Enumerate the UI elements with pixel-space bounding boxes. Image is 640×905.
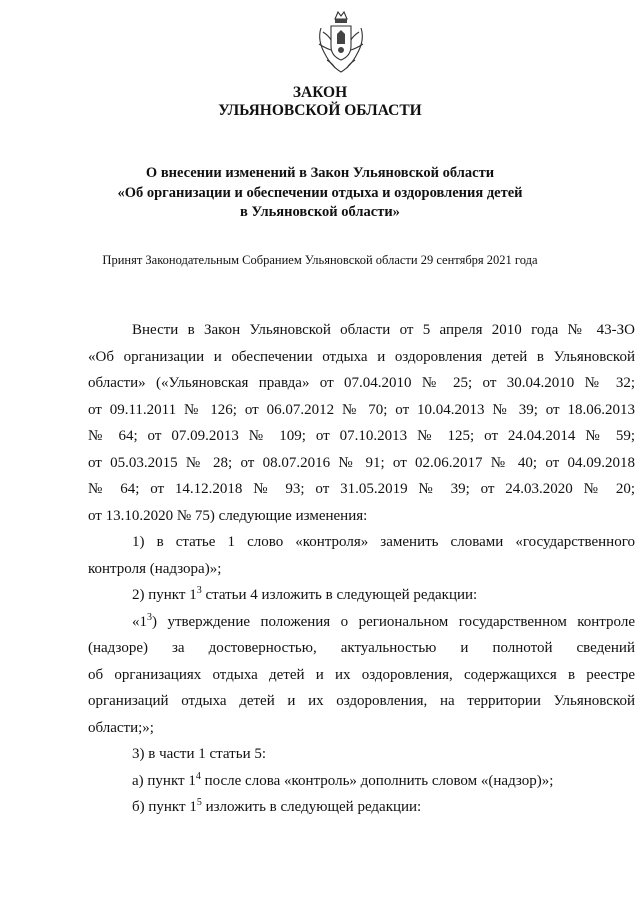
body-line: Внести в Закон Ульяновской области от 5 апреля 2010 года № 43-ЗО bbox=[132, 322, 635, 338]
adoption-note: Принят Законодательным Собранием Ульяновской области 29 сентября 2021 года bbox=[102, 253, 538, 267]
body-line bbox=[88, 770, 635, 797]
body-line bbox=[88, 611, 635, 638]
body-line: (надзоре) за достоверностью, актуальностью и полнотой сведений bbox=[88, 640, 635, 656]
line-text: после слова «контроль» дополнить словом «(надзор)»; bbox=[200, 772, 554, 789]
body-line: № 64; от 07.09.2013 № 109; от 07.10.2013 № 125; от 24.04.2014 № 59; bbox=[88, 428, 635, 444]
body-line: области;»; bbox=[88, 719, 154, 736]
line-text: статьи 4 изложить в следующей редакции: bbox=[201, 587, 478, 603]
body-line: организаций отдыха детей и их оздоровления, на территории Ульяновской bbox=[88, 693, 635, 709]
subtitle-line: О внесении изменений в Закон Ульяновской области bbox=[145, 165, 495, 181]
body-line: контроля (надзора)»; bbox=[88, 560, 222, 577]
body-line: от 09.11.2011 № 126; от 06.07.2012 № 70; от 10.04.2013 № 39; от 18.06.2013 bbox=[88, 401, 635, 418]
superscript: 4 bbox=[195, 770, 201, 782]
body-line: от 13.10.2020 № 75) следующие изменения: bbox=[88, 507, 368, 524]
superscript: 3 bbox=[196, 585, 202, 596]
body-line bbox=[88, 796, 635, 823]
law-word: ЗАКОН bbox=[292, 84, 348, 101]
law-title bbox=[0, 84, 640, 120]
line-text: 2) пункт 1 bbox=[132, 587, 197, 603]
superscript: 5 bbox=[196, 797, 202, 808]
law-subtitle bbox=[0, 164, 640, 223]
line-text: а) пункт 1 bbox=[132, 772, 196, 789]
body-line: «Об организации и обеспечении отдыха и оздоровления детей в Ульяновской bbox=[88, 348, 635, 365]
region-name: УЛЬЯНОВСКОЙ ОБЛАСТИ bbox=[218, 102, 422, 119]
body-line: 3) в части 1 статьи 5: bbox=[132, 746, 267, 762]
body-line: 1) в статье 1 слово «контроля» заменить словами «государственного bbox=[132, 534, 635, 550]
body-line bbox=[88, 584, 635, 611]
superscript: 3 bbox=[147, 611, 152, 623]
coat-of-arms-emblem bbox=[313, 10, 369, 76]
law-body bbox=[88, 319, 635, 823]
line-text: изложить в следующей редакции: bbox=[201, 799, 422, 815]
body-line: № 64; от 14.12.2018 № 93; от 31.05.2019 № 39; от 24.03.2020 № 20; bbox=[88, 481, 635, 497]
subtitle-line: «Об организации и обеспечении отдыха и оздоровления детей bbox=[117, 184, 523, 201]
line-text: б) пункт 1 bbox=[132, 799, 197, 815]
line-text: «1 bbox=[132, 613, 147, 630]
body-line: об организациях отдыха детей и их оздоровления, содержащихся в реестре bbox=[88, 666, 635, 683]
subtitle-line: в Ульяновской области» bbox=[240, 204, 400, 220]
line-text: ) утверждение положения о региональном государственном контроле bbox=[152, 613, 635, 630]
body-line: от 05.03.2015 № 28; от 08.07.2016 № 91; от 02.06.2017 № 40; от 04.09.2018 bbox=[88, 454, 635, 471]
body-line: области» («Ульяновская правда» от 07.04.2010 № 25; от 30.04.2010 № 32; bbox=[88, 375, 635, 391]
